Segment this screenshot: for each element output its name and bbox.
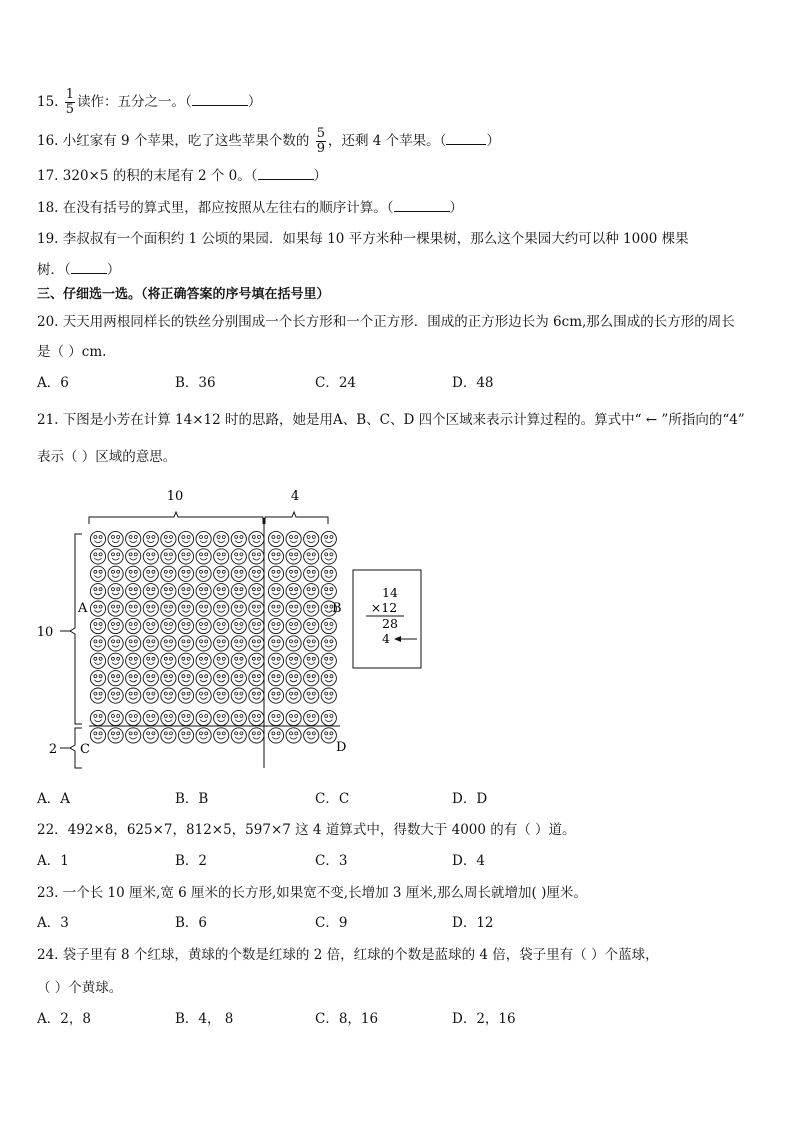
smiley-icon [304,710,319,725]
smiley-icon [286,566,301,581]
smiley-icon [268,636,283,651]
calc-line-1: 14 [382,585,398,600]
smiley-icon [268,618,283,633]
option-d[interactable]: D．4 [452,853,485,869]
question-15-text: 读作：五分之一。（ [77,94,192,110]
smiley-icon [90,566,105,581]
smiley-icon [231,688,246,703]
left-label-2: 2 [48,742,58,757]
smiley-icon [143,710,158,725]
smiley-icon [196,710,211,725]
smiley-icon [321,618,336,633]
answer-blank-16[interactable] [446,132,486,145]
smiley-icon [304,636,319,651]
smiley-icon [90,636,105,651]
smiley-icon [214,688,229,703]
option-a[interactable]: A．A [37,791,70,807]
smiley-icon [90,728,105,743]
region-label-c: C [80,742,90,757]
smiley-icon [126,549,141,564]
smiley-icon [249,601,264,616]
option-c[interactable]: C．3 [315,853,348,869]
fraction-one-fifth [65,88,75,117]
smiley-icon [214,584,229,599]
smiley-icon [268,728,283,743]
smiley-icon [249,636,264,651]
smiley-icon [286,653,301,668]
smiley-icon [178,671,193,686]
smiley-icon [286,549,301,564]
question-21-line-2: 表示（ ）区域的意思。 [37,449,177,465]
question-18-text: 18. 在没有括号的算式里，都应按照从左往右的顺序计算。（ [37,200,394,216]
smiley-icon [196,531,211,546]
fraction-numerator: 1 [65,87,75,102]
smiley-icon [231,636,246,651]
smiley-icon [126,636,141,651]
smiley-icon [214,566,229,581]
question-24-line-1: 24. 袋子里有 8 个红球，黄球的个数是红球的 2 倍，红球的个数是蓝球的 4 倍，袋子里有（ ）个蓝球， [37,947,659,963]
smiley-icon [108,584,123,599]
smiley-icon [214,618,229,633]
smiley-icon [90,710,105,725]
smiley-icon [321,584,336,599]
question-20-line-2: 是（ ）cm. [37,344,107,360]
calc-line-3: 28 [382,616,398,631]
smiley-icon [108,601,123,616]
smiley-icon [161,653,176,668]
smiley-icon [286,710,301,725]
smiley-icon [214,710,229,725]
calc-line-2: ×12 [370,600,398,615]
answer-blank-17[interactable] [258,167,314,180]
arrow-icon [394,636,417,642]
smiley-icon [196,728,211,743]
smiley-icon [304,549,319,564]
smiley-icon [286,688,301,703]
smiley-icon [286,584,301,599]
smiley-icon [108,618,123,633]
smiley-icon [231,549,246,564]
top-label-4: 4 [290,489,300,504]
smiley-icon [161,728,176,743]
smiley-icon [249,728,264,743]
left-brace-10 [70,534,82,724]
question-19-line-1: 19. 李叔叔有一个面积约 1 公顷的果园．如果每 10 平方米种一棵果树，那么这个果园大约可以种 1000 棵果 [37,231,689,247]
smiley-icon [143,653,158,668]
smiley-icon [286,728,301,743]
smiley-icon [304,531,319,546]
option-c[interactable]: C．8，16 [315,1011,379,1027]
smiley-icon [231,584,246,599]
smiley-icon [161,531,176,546]
fraction-denominator: 9 [316,141,326,156]
option-b[interactable]: B．2 [175,853,208,869]
smiley-icon [249,671,264,686]
smiley-icon [321,549,336,564]
smiley-icon [304,653,319,668]
smiley-icon [304,728,319,743]
question-24-line-2: （ ）个黄球。 [37,980,123,996]
smiley-icon [196,549,211,564]
top-label-10: 10 [166,489,184,504]
smiley-icon [143,584,158,599]
smiley-icon [126,618,141,633]
calc-line-4: 4 [382,631,390,646]
area-model-figure [30,480,430,780]
option-a[interactable]: A．2，8 [37,1011,91,1027]
smiley-icon [178,653,193,668]
smiley-icon [161,549,176,564]
smiley-icon [321,671,336,686]
smiley-icon [214,653,229,668]
smiley-icon [196,566,211,581]
smiley-icon [249,549,264,564]
smiley-icon [321,531,336,546]
smiley-icon [161,618,176,633]
smiley-icon [178,636,193,651]
smiley-icon [161,566,176,581]
option-d[interactable]: D．48 [452,375,494,391]
smiley-icon [108,531,123,546]
smiley-icon [196,671,211,686]
region-label-d: D [336,740,347,755]
smiley-icon [304,584,319,599]
smiley-icon [304,601,319,616]
smiley-icon [268,566,283,581]
smiley-icon [231,601,246,616]
smiley-icon [90,584,105,599]
fraction-numerator: 5 [316,126,326,141]
smiley-icon [161,636,176,651]
smiley-icon [214,636,229,651]
smiley-icon [268,688,283,703]
smiley-icon [321,566,336,581]
smiley-icon [108,653,123,668]
smiley-icon [90,618,105,633]
smiley-icon [143,601,158,616]
smiley-icon [249,653,264,668]
smiley-icon [231,710,246,725]
smiley-icon [126,584,141,599]
answer-blank-19[interactable] [71,261,107,274]
question-18 [37,199,463,217]
smiley-icon [143,636,158,651]
smiley-icon [304,671,319,686]
top-brace-4 [265,512,328,524]
region-label-b: B [332,601,342,616]
option-c[interactable]: C．C [315,791,350,807]
option-a[interactable]: A．1 [37,853,69,869]
smiley-icon [161,688,176,703]
smiley-icon [161,671,176,686]
smiley-icon [304,618,319,633]
question-19-text: 树．（ [37,262,71,278]
smiley-icon [196,601,211,616]
smiley-icon [143,728,158,743]
smiley-icon [231,653,246,668]
option-c[interactable]: C．9 [315,915,348,931]
smiley-icon [126,653,141,668]
smiley-icon [249,531,264,546]
smiley-icon [304,688,319,703]
smiley-icon [143,688,158,703]
top-brace-10 [89,512,263,524]
question-18-close: ） [449,200,464,216]
smiley-icon [108,710,123,725]
smiley-icon [196,636,211,651]
smiley-icon [126,601,141,616]
smiley-icon [321,710,336,725]
question-15 [37,88,261,117]
smiley-grid [90,531,336,743]
question-15-number: 15. [37,94,59,110]
answer-blank-15[interactable] [192,93,248,106]
smiley-icon [196,688,211,703]
smiley-icon [286,531,301,546]
smiley-icon [126,688,141,703]
smiley-icon [321,688,336,703]
smiley-icon [90,671,105,686]
question-21-line-1: 21. 下图是小芳在计算 14×12 时的思路，她是用A、B、C、D 四个区域来表示计算过程的。算式中“ ← ”所指向的“4” [37,412,745,428]
question-16-close: ） [486,133,500,149]
smiley-icon [90,549,105,564]
smiley-icon [268,710,283,725]
smiley-icon [108,728,123,743]
fraction-denominator: 5 [65,102,75,117]
section-3-heading: 三、仔细选一选。（将正确答案的序号填在括号里） [37,287,330,302]
option-d[interactable]: D．2，16 [452,1011,516,1027]
smiley-icon [178,688,193,703]
smiley-icon [231,671,246,686]
smiley-icon [231,566,246,581]
smiley-icon [90,653,105,668]
smiley-icon [304,566,319,581]
smiley-icon [90,688,105,703]
left-label-10: 10 [36,625,54,640]
option-b[interactable]: B．36 [175,375,216,391]
smiley-icon [90,531,105,546]
smiley-icon [231,728,246,743]
smiley-icon [249,566,264,581]
smiley-icon [178,549,193,564]
option-a[interactable]: A．6 [37,375,69,391]
smiley-icon [249,584,264,599]
smiley-icon [196,618,211,633]
option-b[interactable]: B．6 [175,915,208,931]
smiley-icon [126,531,141,546]
smiley-icon [108,549,123,564]
smiley-icon [268,671,283,686]
smiley-icon [143,618,158,633]
question-22: 22．492×8，625×7，812×5，597×7 这 4 道算式中，得数大于 4000 的有（ ）道。 [37,822,576,838]
smiley-icon [231,531,246,546]
smiley-icon [143,531,158,546]
smiley-icon [126,710,141,725]
smiley-icon [143,671,158,686]
question-16-pre: 16. 小红家有 9 个苹果，吃了这些苹果个数的 [37,133,310,149]
smiley-icon [214,728,229,743]
smiley-icon [249,618,264,633]
smiley-icon [286,601,301,616]
option-c[interactable]: C．24 [315,375,357,391]
question-17-close: ） [313,168,328,184]
smiley-icon [178,566,193,581]
smiley-icon [249,688,264,703]
option-a[interactable]: A．3 [37,915,69,931]
smiley-icon [196,653,211,668]
smiley-icon [286,636,301,651]
smiley-icon [178,601,193,616]
smiley-icon [108,671,123,686]
smiley-icon [214,671,229,686]
option-b[interactable]: B．B [175,791,209,807]
smiley-icon [178,584,193,599]
smiley-icon [268,601,283,616]
smiley-icon [126,566,141,581]
smiley-icon [249,710,264,725]
smiley-icon [321,653,336,668]
smiley-icon [108,566,123,581]
smiley-icon [178,618,193,633]
question-23: 23. 一个长 10 厘米,宽 6 厘米的长方形,如果宽不变,长增加 3 厘米,那么周长就增加( )厘米。 [37,885,587,901]
question-15-close: ） [247,94,262,110]
smiley-icon [161,710,176,725]
answer-blank-18[interactable] [394,199,450,212]
smiley-icon [126,671,141,686]
option-d[interactable]: D．12 [452,915,494,931]
question-19-line-2 [37,261,120,279]
smiley-icon [268,584,283,599]
question-16 [37,127,500,156]
smiley-icon [178,728,193,743]
smiley-icon [143,549,158,564]
smiley-icon [214,601,229,616]
smiley-icon [214,549,229,564]
option-d[interactable]: D．D [452,791,488,807]
question-17 [37,167,327,185]
question-17-text: 17. 320×5 的积的末尾有 2 个 0。（ [37,168,258,184]
smiley-icon [268,549,283,564]
fraction-five-ninths [316,127,326,156]
smiley-icon [231,618,246,633]
smiley-icon [143,566,158,581]
smiley-icon [286,671,301,686]
smiley-icon [178,710,193,725]
smiley-icon [268,531,283,546]
smiley-icon [321,728,336,743]
smiley-icon [268,653,283,668]
smiley-icon [126,728,141,743]
smiley-icon [161,584,176,599]
smiley-icon [214,531,229,546]
question-19-close: ） [106,262,121,278]
smiley-icon [90,601,105,616]
smiley-icon [196,584,211,599]
question-16-post: ，还剩 4 个苹果。（ [328,133,447,149]
question-20-line-1: 20. 天天用两根同样长的铁丝分别围成一个长方形和一个正方形．围成的正方形边长为 6cm,那么围成的长方形的周长 [37,314,735,330]
smiley-icon [178,531,193,546]
smiley-icon [321,636,336,651]
smiley-icon [108,688,123,703]
smiley-icon [161,601,176,616]
smiley-icon [286,618,301,633]
region-label-a: A [78,601,88,616]
smiley-icon [108,636,123,651]
option-b[interactable]: B．4， 8 [175,1011,234,1027]
